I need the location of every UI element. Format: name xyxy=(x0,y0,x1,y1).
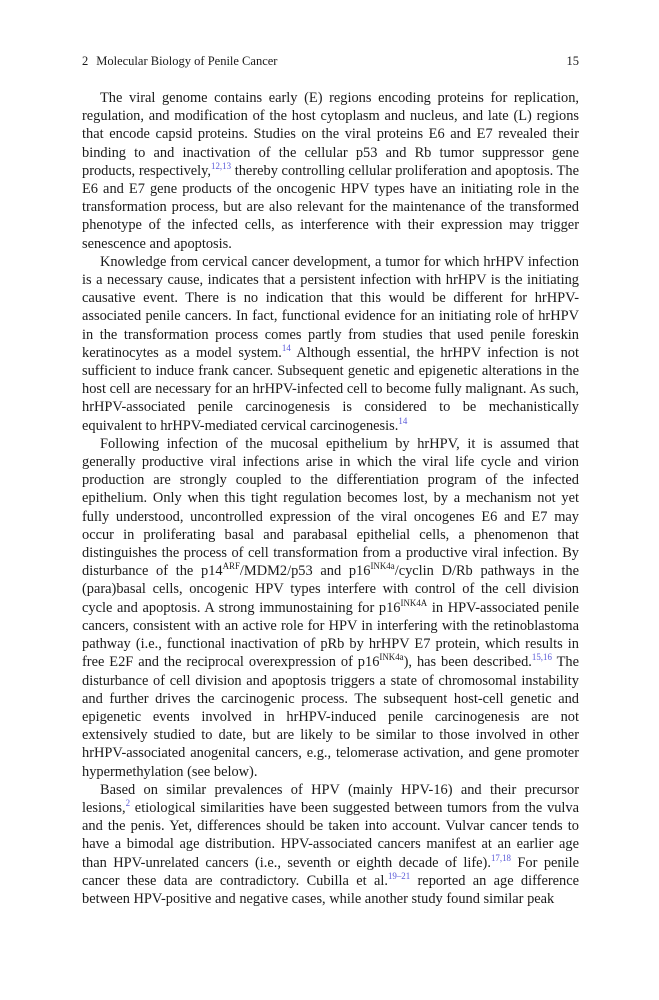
citation-reference[interactable]: 12,13 xyxy=(211,161,232,172)
paragraph-text: The viral genome contains early (E) regions encoding proteins for replication, regulation, and modification of the host cytoplasm and nucleus, and late (L) regions that encode capsid proteins. Studies on the viral proteins E6 and E7 revealed their binding to and inactivation of the cellular p53 and Rb tumor suppressor gene products, respectively, xyxy=(82,90,579,179)
paragraph-text: etiological similarities have been suggested between tumors from the vulva and the penis. Yet, differences should be taken into account. Vulvar cancer tends to have a bimodal age distribution. HPV-associated cancers manifest at an earlier age than HPV-unrelated cancers (i.e., seventh or eighth decade of life). xyxy=(82,799,579,871)
gene-superscript: INK4A xyxy=(400,597,428,608)
paragraph-text: Following infection of the mucosal epithelium by hrHPV, it is assumed that generally productive viral infections arise in which the viral life cycle and virion production are strongly coupled to the differentiation program of the infected epithelium. Only when this tight regulation becomes lost, by a mechanism not yet fully understood, uncontrolled expression of the viral oncogenes E6 and E7 may occur in proliferating basal and parabasal epithelial cells, a phenomenon that distinguishes the process of cell transformation from a productive viral infection. By disturbance of the p14 xyxy=(82,435,579,580)
chapter-heading xyxy=(82,52,277,70)
body-text xyxy=(82,89,579,908)
citation-reference[interactable]: 2 xyxy=(125,798,131,809)
paragraph-text: reported an age difference between HPV-positive and negative cases, while another study found similar peak xyxy=(82,872,579,907)
citation-reference[interactable]: 14 xyxy=(398,415,408,426)
citation-reference[interactable]: 19–21 xyxy=(387,870,411,881)
running-head xyxy=(82,52,579,70)
paragraph-text: /cyclin D/Rb pathways in the (para)basal cells, oncogenic HPV types interfere with control of the cell division cycle and apoptosis. A strong immunostaining for p16 xyxy=(82,563,579,616)
paragraph-text: Knowledge from cervical cancer development, a tumor for which hrHPV infection is a necessary cause, indicates that a persistent infection with hrHPV is the initiating causative event. There is no indication that this would be different for hrHPV-associated penile cancers. In fact, functional evidence for an initiating role of hrHPV in the transformation process comes partly from studies that used penile foreskin keratinocytes as a model system. xyxy=(82,253,579,361)
paragraph-text: thereby controlling cellular proliferation and apoptosis. The E6 and E7 gene products of the oncogenic HPV types have an initiating role in the transformation process, but are also relevant for the maintenance of the transformed phenotype of the infected cells, as interference with their expression may trigger senescence and apoptosis. xyxy=(82,162,579,252)
chapter-title: Molecular Biology of Penile Cancer xyxy=(96,54,278,68)
paragraph xyxy=(82,253,579,435)
paragraph-text: /MDM2/p53 and p16 xyxy=(239,563,371,580)
paragraph xyxy=(82,781,579,908)
gene-superscript: ARF xyxy=(222,561,240,572)
paragraph-text: Based on similar prevalences of HPV (mainly HPV-16) and their precursor lesions, xyxy=(82,781,579,816)
citation-reference[interactable]: 15,16 xyxy=(531,652,552,663)
citation-reference[interactable]: 17,18 xyxy=(490,852,511,863)
paragraph xyxy=(82,89,579,253)
paragraph-text: ), has been described. xyxy=(403,654,532,671)
paragraph xyxy=(82,435,579,781)
gene-superscript: INK4a xyxy=(370,561,395,572)
paragraph-text: in HPV-associated penile cancers, consistent with an active role for HPV in interfering with the retinoblastoma pathway (i.e., functional inactivation of pRb by hrHPV E7 protein, which results in free E2F and the reciprocal overexpression of p16 xyxy=(82,599,580,671)
chapter-number: 2 xyxy=(82,54,89,68)
paragraph-text: The disturbance of cell division and apoptosis triggers a state of chromosomal instability and further drives the carcinogenic process. The subsequent host-cell genetic and epigenetic events involved in hrHPV-induced penile carcinogenesis are not extensively studied to date, but are likely to be similar to those involved in other hrHPV-associated anogenital cancers, e.g., telomerase activation, and gene promoter hypermethylation (see below). xyxy=(82,654,579,780)
paragraph-text: Although essential, the hrHPV infection is not sufficient to induce frank cancer. Subsequent genetic and epigenetic alterations in the host cell are necessary for an hrHPV-infected cell to become fully malignant. As such, hrHPV-associated penile carcinogenesis is considered to be mechanistically equivalent to hrHPV-mediated cervical carcinogenesis. xyxy=(82,344,579,434)
paragraph-text: For penile cancer these data are contradictory. Cubilla et al. xyxy=(82,854,579,889)
page-number: 15 xyxy=(566,54,579,68)
citation-reference[interactable]: 14 xyxy=(281,343,291,354)
gene-superscript: INK4a xyxy=(379,652,404,663)
